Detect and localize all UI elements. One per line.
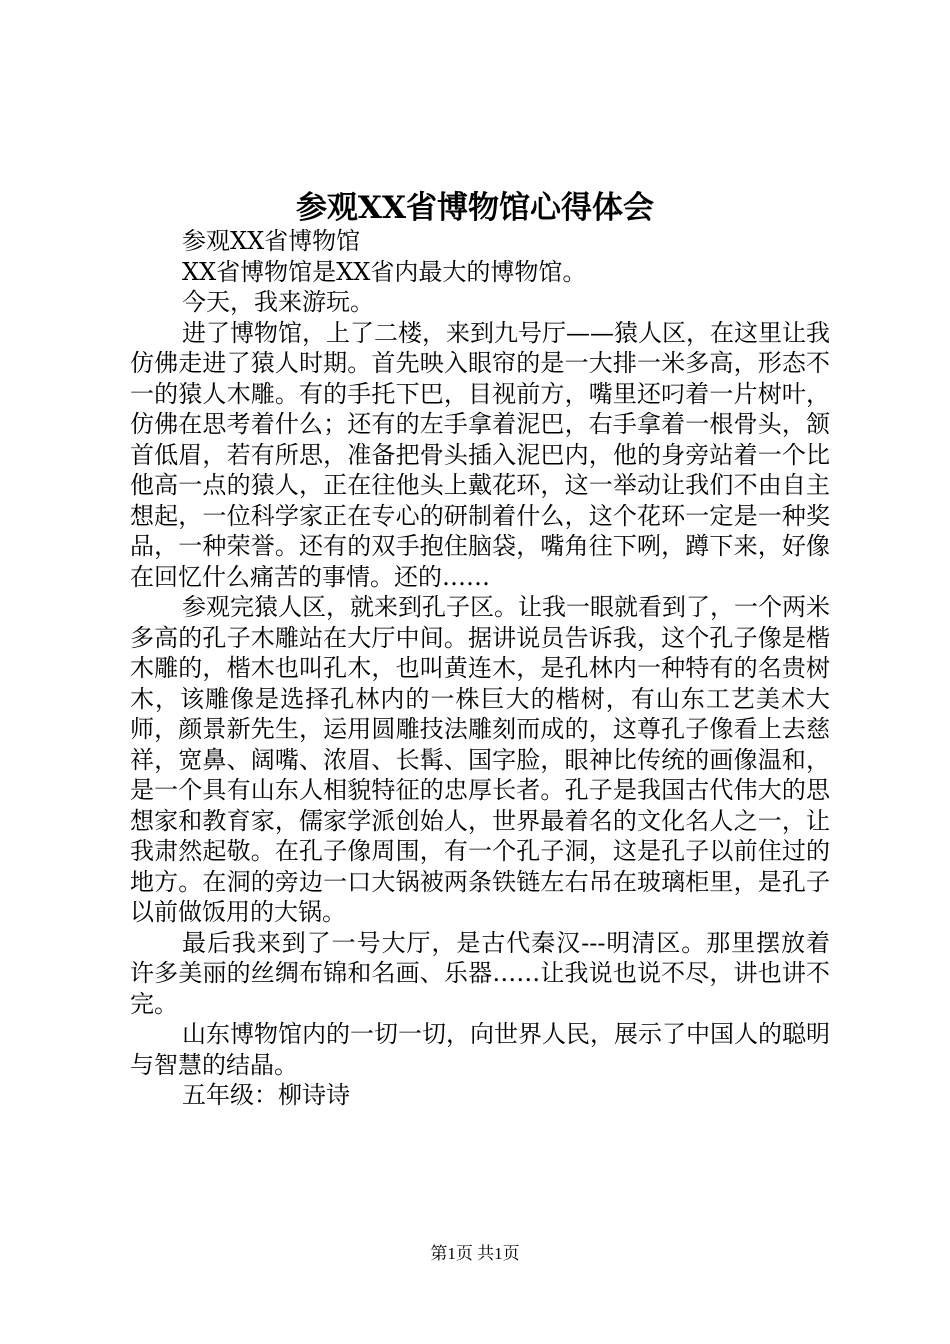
document-body xyxy=(130,226,830,1111)
page-number-footer: 第1页 共1页 xyxy=(430,1244,520,1263)
paragraph-confucius-area: 参观完猿人区，就来到孔子区。让我一眼就看到了，一个两米多高的孔子木雕站在大厅中间。据讲说员告诉我，这个孔子像是楷木雕的，楷木也叫孔木，也叫黄连木，是孔林内一种特有的名贵树木，该雕像是选择孔林内的一株巨大的楷树，有山东工艺美术大师，颜景新先生，运用圆雕技法雕刻而成的，这尊孔子像看上去慈祥，宽鼻、阔嘴、浓眉、长髯、国字脸，眼神比传统的画像温和，是一个具有山东人相貌特征的忠厚长者。孔子是我国古代伟大的思想家和教育家，儒家学派创始人，世界最着名的文化名人之一，让我肃然起敬。在孔子像周围，有一个孔子洞，这是孔子以前住过的地方。在洞的旁边一口大锅被两条铁链左右吊在玻璃柜里，是孔子以前做饭用的大锅。 xyxy=(130,593,830,926)
paragraph-heading: 参观XX省博物馆 xyxy=(182,227,361,255)
paragraph-author: 五年级：柳诗诗 xyxy=(182,1081,350,1109)
paragraph-today: 今天，我来游玩。 xyxy=(182,288,374,316)
document-title: 参观XX省博物馆心得体会 xyxy=(295,190,655,226)
paragraph-intro: XX省博物馆是XX省内最大的博物馆。 xyxy=(182,257,587,286)
paragraph-ape-man-area: 进了博物馆，上了二楼，来到九号厅——猿人区，在这里让我仿佛走进了猿人时期。首先映入眼帘的是一大排一米多高，形态不一的猿人木雕。有的手托下巴，目视前方，嘴里还叼着一片树叶，仿佛在思考着什么；还有的左手拿着泥巴，右手拿着一根骨头，颔首低眉，若有所思，准备把骨头插入泥巴内，他的身旁站着一个比他高一点的猿人，正在往他头上戴花环，这一举动让我们不由自主想起，一位科学家正在专心的研制着什么，这个花环一定是一种奖品，一种荣誉。还有的双手抱住脑袋，嘴角往下咧，蹲下来，好像在回忆什么痛苦的事情。还的…… xyxy=(130,318,830,591)
paragraph-conclusion: 山东博物馆内的一切一切，向世界人民，展示了中国人的聪明与智慧的结晶。 xyxy=(130,1020,830,1079)
paragraph-hall-one: 最后我来到了一号大厅，是古代秦汉---明清区。那里摆放着许多美丽的丝绸布锦和名画、乐器……让我说也说不尽，讲也讲不完。 xyxy=(130,928,830,1018)
